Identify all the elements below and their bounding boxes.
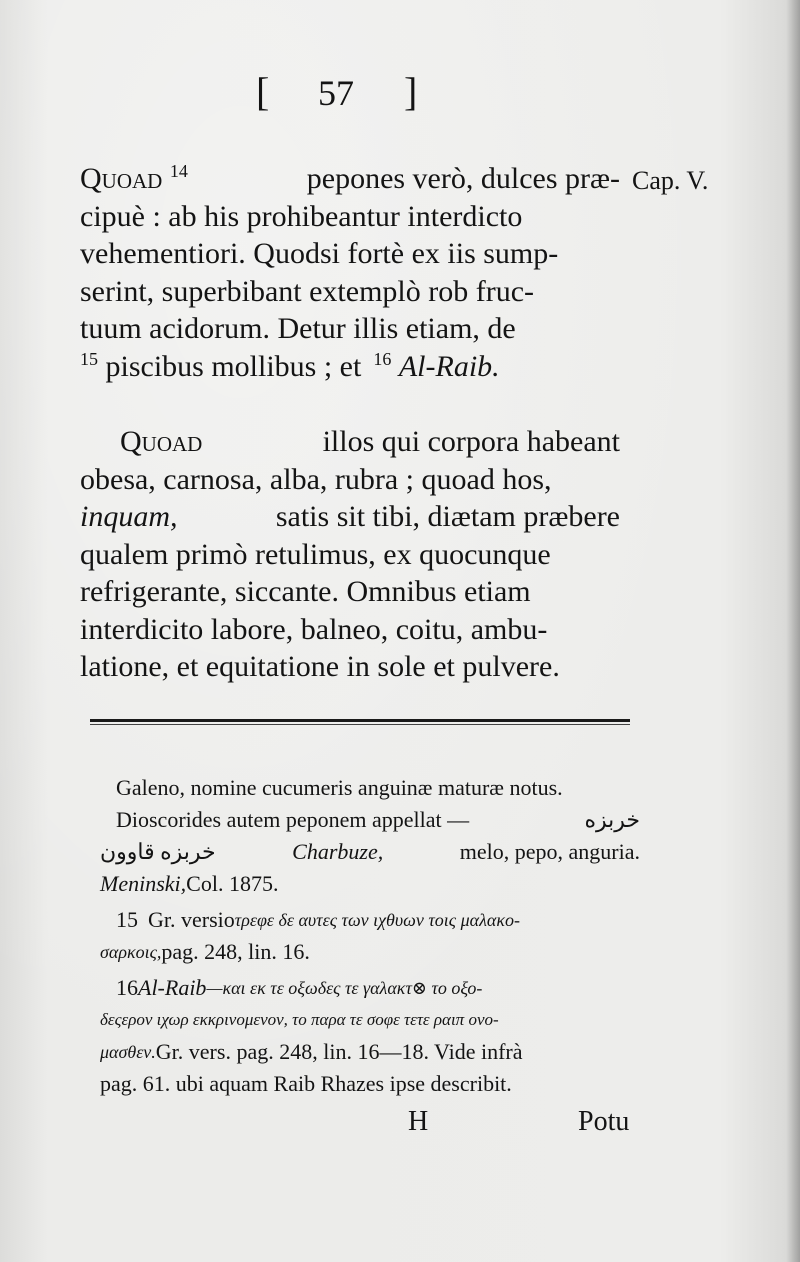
italic-term: Al-Raib.: [398, 349, 500, 383]
text-line: [80, 423, 620, 461]
bracket-right: ]: [404, 69, 418, 114]
note-text: Gr. vers. pag. 248, lin. 16—18. Vide infrà: [155, 1039, 523, 1064]
footnote-line: [100, 804, 640, 836]
footnote-line: [100, 868, 640, 900]
text-line: [80, 611, 620, 649]
line-text: refrigerante, siccante. Omnibus etiam: [80, 575, 531, 608]
line-text: latione, et equitatione in sole et pulvere.: [80, 650, 560, 683]
chapter-margin-note: Cap. V.: [632, 166, 709, 195]
arabic-word: خربزه: [584, 807, 640, 832]
text-line: [80, 160, 620, 198]
footnote-number: 15: [116, 907, 138, 932]
italic-term: Al-Raib: [138, 975, 207, 1000]
catchword: Potu: [578, 1106, 630, 1137]
footnote-line: [100, 972, 640, 1004]
text-line: [80, 461, 620, 499]
paragraph-1: [80, 160, 620, 385]
page-number: 57: [318, 73, 354, 113]
greek-text: μασθεν.: [100, 1042, 156, 1062]
note-text: Galeno, nomine cucumeris anguinæ maturæ notus.: [116, 775, 563, 800]
line-text: qualem primò retulimus, ex quocunque: [80, 537, 551, 571]
footnote-line: [100, 836, 640, 868]
line-text: piscibus mollibus ; et: [105, 349, 362, 383]
signature-mark: H: [408, 1106, 429, 1137]
footnote-ref: 14: [169, 161, 188, 181]
italic-term: Charbuze,: [292, 839, 384, 864]
footnotes: [100, 772, 640, 1100]
footnote-line: [100, 772, 640, 804]
note-text: pag. 61. ubi aquam Raib Rhazes ipse describit.: [100, 1071, 512, 1096]
greek-text: δεςερον ιχωρ εκκρινομενον, το παρα τε σοφε τετε ραιπ ονο-: [100, 1010, 499, 1029]
footnote-ref: 15: [80, 348, 98, 369]
text-line: [80, 273, 620, 311]
drop-word: Quoad: [80, 162, 163, 195]
greek-text: τρεφε δε αυτες των ιχθυων τοις μαλακο-: [234, 910, 520, 930]
greek-text: —και εκ τε οξωδες τε γαλακτ⊗ το οξο-: [206, 978, 483, 998]
footnote-line: [100, 936, 640, 968]
footnote-line: [100, 1068, 640, 1100]
paragraph-2: [80, 423, 620, 686]
note-text: Dioscorides autem peponem appellat —: [116, 807, 470, 832]
line-text: satis sit tibi, diætam præbere: [275, 500, 620, 533]
note-text: pag. 248, lin. 16.: [161, 939, 310, 964]
footnote-ref: 16: [373, 348, 392, 369]
greek-text: σαρκοις,: [100, 942, 162, 962]
note-text: melo, pepo, anguria.: [459, 839, 640, 864]
line-text: tuum acidorum. Detur illis etiam, de: [80, 312, 516, 345]
line-text: serint, superbibant extemplò rob fruc-: [80, 274, 535, 308]
italic-term: inquam,: [80, 500, 178, 533]
text-line: [80, 648, 620, 686]
text-line: [80, 198, 620, 236]
drop-word: Quoad: [120, 425, 203, 458]
footnote-divider-thin: [90, 724, 630, 725]
text-line: [80, 573, 620, 611]
line-text: vehementiori. Quodsi fortè ex iis sump-: [80, 237, 559, 270]
note-text: Col. 1875.: [186, 871, 279, 896]
footnote-line: [100, 1036, 640, 1068]
text-line: [80, 536, 620, 574]
page-shadow: [786, 0, 800, 1262]
text-line: [80, 498, 620, 536]
footnote-divider: [90, 719, 630, 722]
footnote-line: [100, 1004, 640, 1036]
text-line: [80, 310, 620, 348]
footnote-line: [100, 904, 640, 936]
line-text: cipuè : ab his prohibeantur interdicto: [80, 199, 523, 233]
line-text: pepones verò, dulces præ-: [306, 162, 620, 195]
note-text: Gr. versio: [148, 907, 235, 932]
bracket-left: [: [256, 69, 270, 114]
line-text: obesa, carnosa, alba, rubra ; quoad hos,: [80, 462, 552, 496]
line-text: illos qui corpora habeant: [322, 425, 620, 458]
arabic-word: خربزه قاوون: [100, 839, 216, 864]
text-line: [80, 348, 620, 386]
footnote-number: 16: [116, 975, 138, 1000]
italic-term: Meninski,: [100, 871, 187, 896]
text-line: [80, 235, 620, 273]
line-text: interdicito labore, balneo, coitu, ambu-: [80, 612, 548, 646]
